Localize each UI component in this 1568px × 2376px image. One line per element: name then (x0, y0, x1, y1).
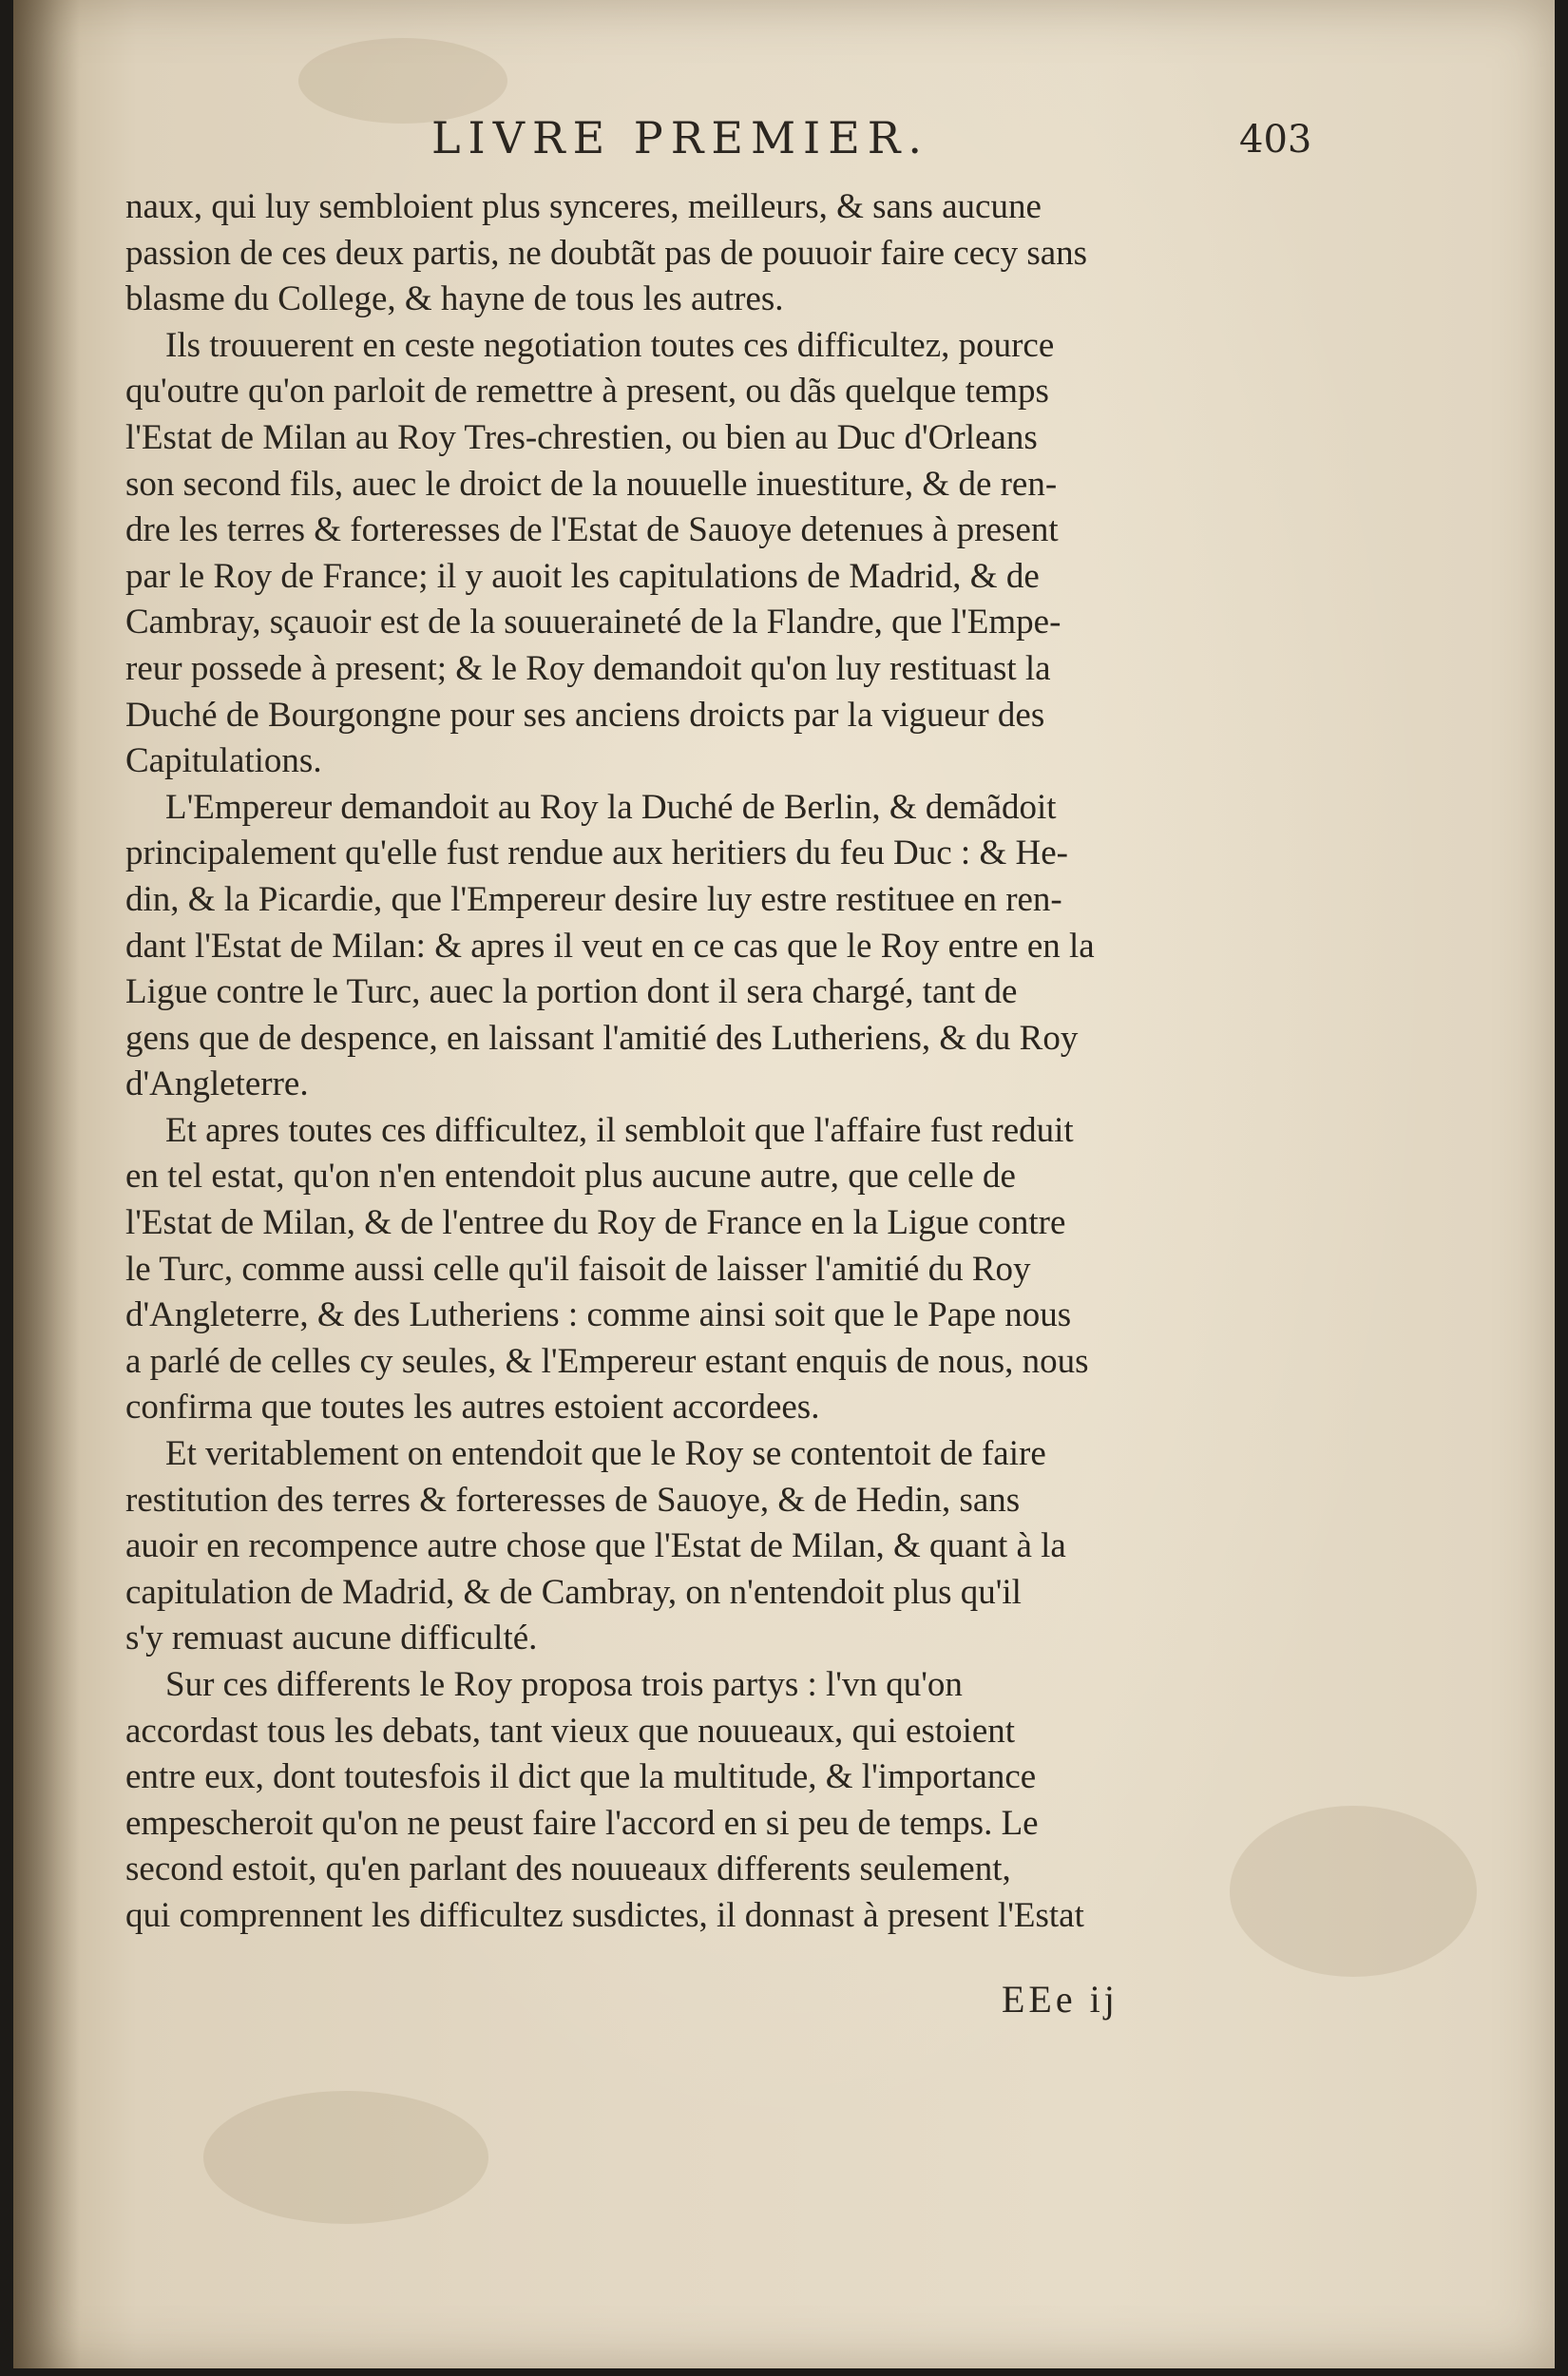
paragraph-start-line: Sur ces differents le Roy proposa trois partys : l'vn qu'on (165, 1665, 963, 1704)
text-line: son second fils, auec le droict de la nouuelle inuestiture, & de ren- (125, 464, 1058, 504)
paragraph-start-line: Ils trouuerent en ceste negotiation toutes ces difficultez, pource (165, 325, 1055, 365)
text-line: qu'outre qu'on parloit de remettre à present, ou dãs quelque temps (125, 372, 1049, 412)
text-line: entre eux, dont toutesfois il dict que la multitude, & l'importance (125, 1757, 1037, 1797)
text-line: en tel estat, qu'on n'en entendoit plus aucune autre, que celle de (125, 1157, 1016, 1197)
text-line: d'Angleterre. (125, 1064, 309, 1104)
text-line: Ligue contre le Turc, auec la portion dont il sera chargé, tant de (125, 972, 1018, 1012)
text-line: second estoit, qu'en parlant des nouueaux differents seulement, (125, 1849, 1011, 1889)
page-header (13, 112, 1555, 169)
text-line: gens que de despence, en laissant l'amitié des Lutheriens, & du Roy (125, 1018, 1079, 1058)
running-head: LIVRE PREMIER. (431, 112, 930, 163)
text-line: dre les terres & forteresses de l'Estat de Sauoye detenues à present (125, 510, 1059, 550)
text-line: l'Estat de Milan au Roy Tres-chrestien, ou bien au Duc d'Orleans (125, 417, 1038, 457)
body-text (125, 184, 1299, 1940)
text-line: d'Angleterre, & des Lutheriens : comme ainsi soit que le Pape nous (125, 1295, 1072, 1335)
text-line: s'y remuast aucune difficulté. (125, 1619, 538, 1658)
paper-stain (203, 2091, 488, 2224)
text-line: dant l'Estat de Milan: & apres il veut en ce cas que le Roy entre en la (125, 926, 1095, 966)
page-gutter-shadow (13, 0, 80, 2368)
page-number: 403 (1239, 118, 1312, 162)
book-page (13, 0, 1555, 2368)
text-line: reur possede à present; & le Roy demandoit qu'on luy restituast la (125, 648, 1051, 688)
text-line: auoir en recompence autre chose que l'Estat de Milan, & quant à la (125, 1526, 1066, 1566)
paragraph-start-line: Et apres toutes ces difficultez, il sembloit que l'affaire fust reduit (165, 1110, 1074, 1150)
text-line: Duché de Bourgongne pour ses anciens droicts par la vigueur des (125, 695, 1045, 735)
signature-mark: EEe ij (1002, 1978, 1119, 2021)
text-line: passion de ces deux partis, ne doubtãt pas de pouuoir faire cecy sans (125, 233, 1088, 273)
paper-stain (298, 38, 507, 124)
text-line: capitulation de Madrid, & de Cambray, on n'entendoit plus qu'il (125, 1572, 1022, 1612)
text-line: le Turc, comme aussi celle qu'il faisoit de laisser l'amitié du Roy (125, 1249, 1031, 1289)
text-line: a parlé de celles cy seules, & l'Empereur estant enquis de nous, nous (125, 1341, 1089, 1381)
text-line: blasme du College, & hayne de tous les autres. (125, 279, 784, 319)
text-line: Cambray, sçauoir est de la souueraineté de la Flandre, que l'Empe- (125, 603, 1061, 642)
text-line: principalement qu'elle fust rendue aux heritiers du feu Duc : & He- (125, 834, 1068, 873)
text-line: confirma que toutes les autres estoient accordees. (125, 1388, 820, 1428)
text-line: accordast tous les debats, tant vieux que nouueaux, qui estoient (125, 1711, 1016, 1751)
text-line: l'Estat de Milan, & de l'entree du Roy de France en la Ligue contre (125, 1203, 1066, 1243)
paragraph-start-line: L'Empereur demandoit au Roy la Duché de Berlin, & demãdoit (165, 787, 1057, 827)
text-line: Capitulations. (125, 741, 322, 781)
text-line: empescheroit qu'on ne peust faire l'accord en si peu de temps. Le (125, 1803, 1039, 1843)
text-line: naux, qui luy sembloient plus synceres, meilleurs, & sans aucune (125, 187, 1042, 226)
text-line: din, & la Picardie, que l'Empereur desire luy estre restituee en ren- (125, 879, 1062, 919)
text-line: par le Roy de France; il y auoit les capitulations de Madrid, & de (125, 556, 1040, 596)
text-line: qui comprennent les difficultez susdictes, il donnast à present l'Estat (125, 1895, 1084, 1935)
text-line: restitution des terres & forteresses de Sauoye, & de Hedin, sans (125, 1480, 1021, 1520)
paragraph-start-line: Et veritablement on entendoit que le Roy se contentoit de faire (165, 1434, 1046, 1474)
